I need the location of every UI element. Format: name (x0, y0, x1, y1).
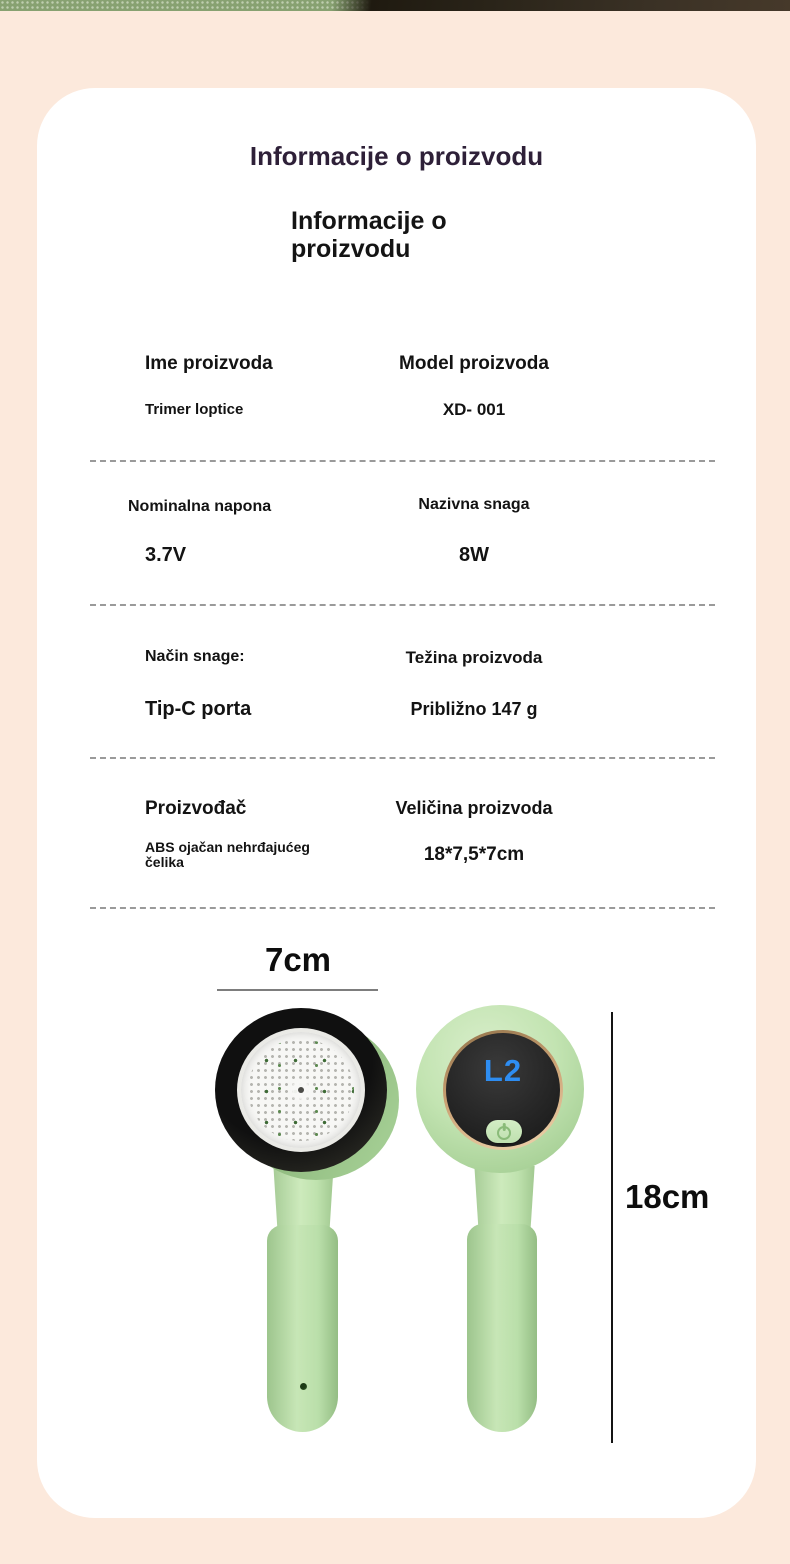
spec-value-weight: Približno 147 g (410, 699, 538, 719)
power-button (486, 1120, 522, 1143)
display-screen (446, 1033, 560, 1147)
spec-value-power-mode: Tip-C porta (145, 698, 252, 720)
width-dimension-label: 7cm (264, 941, 332, 978)
display-level-text: L2 (483, 1053, 523, 1088)
spec-label-voltage: Nominalna napona (128, 498, 272, 515)
lint-remover-front-handle (267, 1225, 338, 1432)
spec-label-product-model: Model proizvoda (399, 353, 549, 374)
lint-remover-back-handle (467, 1224, 537, 1432)
display-gold-ring (443, 1030, 563, 1150)
page-title: Informacije o proizvodu (249, 141, 544, 171)
mesh-center-dot (298, 1087, 304, 1093)
dashed-divider (90, 757, 715, 759)
spec-value-manufacturer: ABS ojačan nehrđajućeg čelika (145, 839, 310, 870)
dashed-divider (90, 604, 715, 606)
spec-label-size: Veličina proizvoda (395, 798, 553, 818)
indicator-hole (300, 1383, 307, 1390)
height-dimension-label: 18cm (625, 1178, 710, 1215)
power-icon-line (503, 1123, 506, 1131)
spec-value-voltage: 3.7V (145, 544, 187, 566)
spec-value-power: 8W (459, 544, 489, 566)
page-subtitle: Informacije o proizvodu (291, 207, 447, 263)
spec-label-power-mode: Način snage: (145, 648, 245, 665)
dashed-divider (90, 907, 715, 909)
lint-remover-back-neck (471, 1166, 538, 1228)
product-info-card (37, 88, 756, 1518)
dashed-divider (90, 460, 715, 462)
height-dimension-line (611, 1012, 613, 1443)
width-dimension-line (217, 989, 378, 991)
spec-label-power: Nazivna snaga (418, 496, 530, 513)
spec-label-weight: Težina proizvoda (405, 648, 543, 667)
spec-value-product-model: XD- 001 (442, 400, 506, 419)
spec-label-product-name: Ime proizvoda (145, 353, 273, 374)
fabric-texture-strip (0, 0, 790, 11)
spec-label-manufacturer: Proizvođač (145, 798, 247, 819)
spec-value-size: 18*7,5*7cm (423, 844, 525, 865)
spec-value-product-name: Trimer loptice (145, 401, 244, 418)
